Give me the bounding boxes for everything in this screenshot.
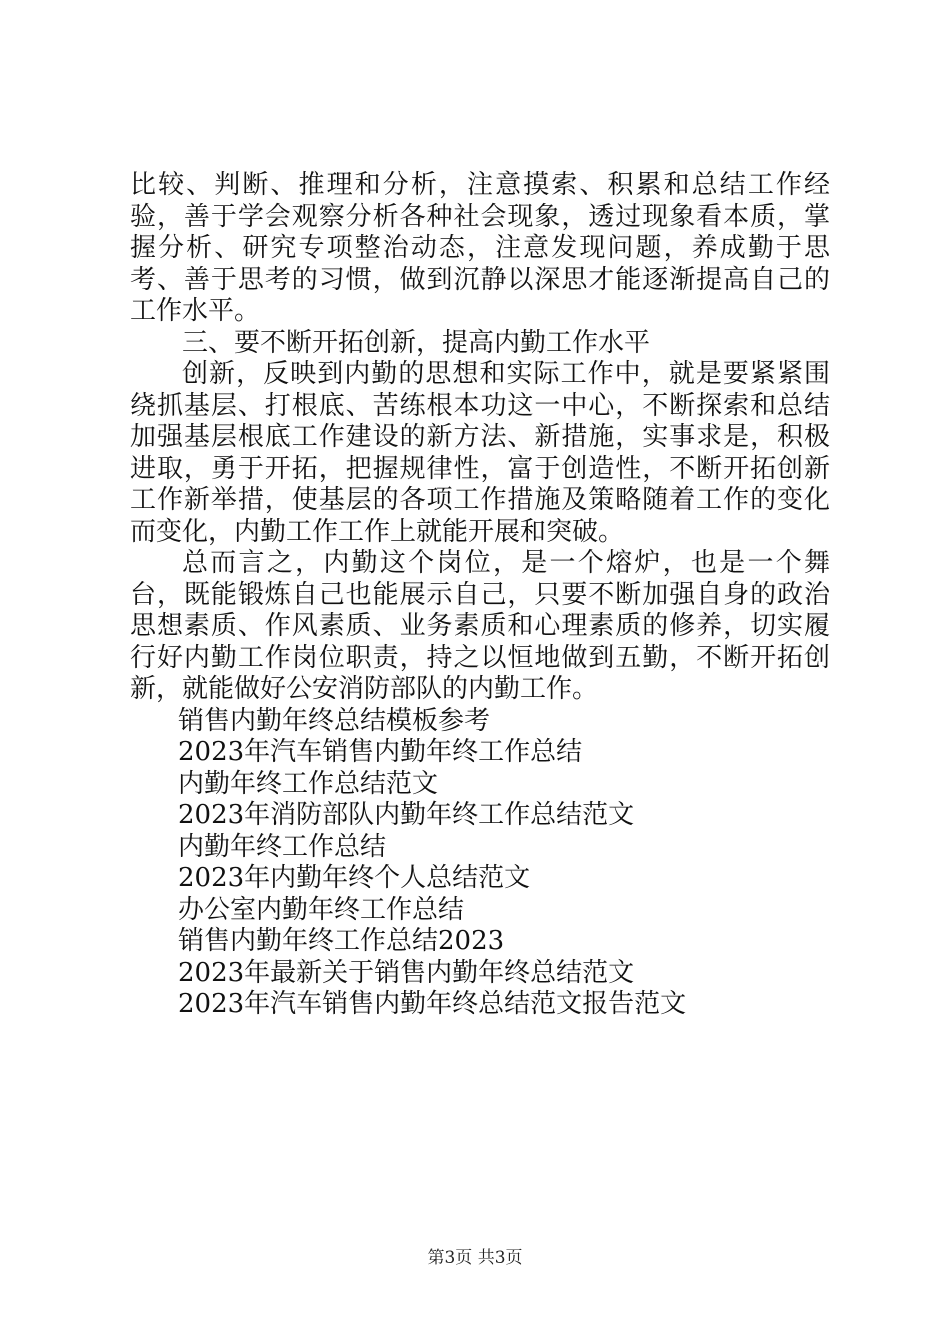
related-article-link[interactable]: 销售内勤年终工作总结2023 — [178, 926, 505, 956]
paragraph-continuation: 比较、判断、推理和分析，注意摸索、积累和总结工作经验，善于学会观察分析各种社会现象，透过现象看本质，掌握分析、研究专项整治动态，注意发现问题，养成勤于思考、善于思考的习惯，做到沉静以深思才能逐渐提高自己的工作水平。 — [130, 170, 830, 326]
related-article-link[interactable]: 销售内勤年终总结模板参考 — [178, 705, 491, 736]
related-article-link[interactable]: 内勤年终工作总结范文 — [178, 768, 439, 799]
section-heading: 三、要不断开拓创新，提高内勤工作水平 — [182, 327, 651, 358]
related-articles-list — [130, 706, 830, 1021]
related-article-link[interactable]: 2023年汽车销售内勤年终工作总结 — [178, 737, 583, 767]
related-article-link[interactable]: 2023年汽车销售内勤年终总结范文报告范文 — [178, 989, 687, 1019]
related-article-link[interactable]: 2023年内勤年终个人总结范文 — [178, 863, 531, 893]
document-body — [130, 170, 830, 1021]
related-article-link[interactable]: 2023年最新关于销售内勤年终总结范文 — [178, 957, 635, 988]
page-number-footer: 第3页 共3页 — [427, 1248, 523, 1268]
related-article-link[interactable]: 内勤年终工作总结 — [178, 831, 387, 862]
paragraph-conclusion: 总而言之，内勤这个岗位，是一个熔炉，也是一个舞台，既能锻炼自己也能展示自己，只要不断加强自身的政治思想素质、作风素质、业务素质和心理素质的修养，切实履行好内勤工作岗位职责，持之以恒地做到五勤，不断开拓创新，就能做好公安消防部队的内勤工作。 — [130, 548, 830, 704]
related-article-link[interactable]: 2023年消防部队内勤年终工作总结范文 — [178, 800, 635, 830]
paragraph-innovation: 创新，反映到内勤的思想和实际工作中，就是要紧紧围绕抓基层、打根底、苦练根本功这一中心，不断探索和总结加强基层根底工作建设的新方法、新措施，实事求是，积极进取，勇于开拓，把握规律性，富于创造性，不断开拓创新工作新举措，使基层的各项工作措施及策略随着工作的变化而变化，内勤工作工作上就能开展和突破。 — [130, 359, 830, 547]
related-article-link[interactable]: 办公室内勤年终工作总结 — [178, 894, 465, 925]
